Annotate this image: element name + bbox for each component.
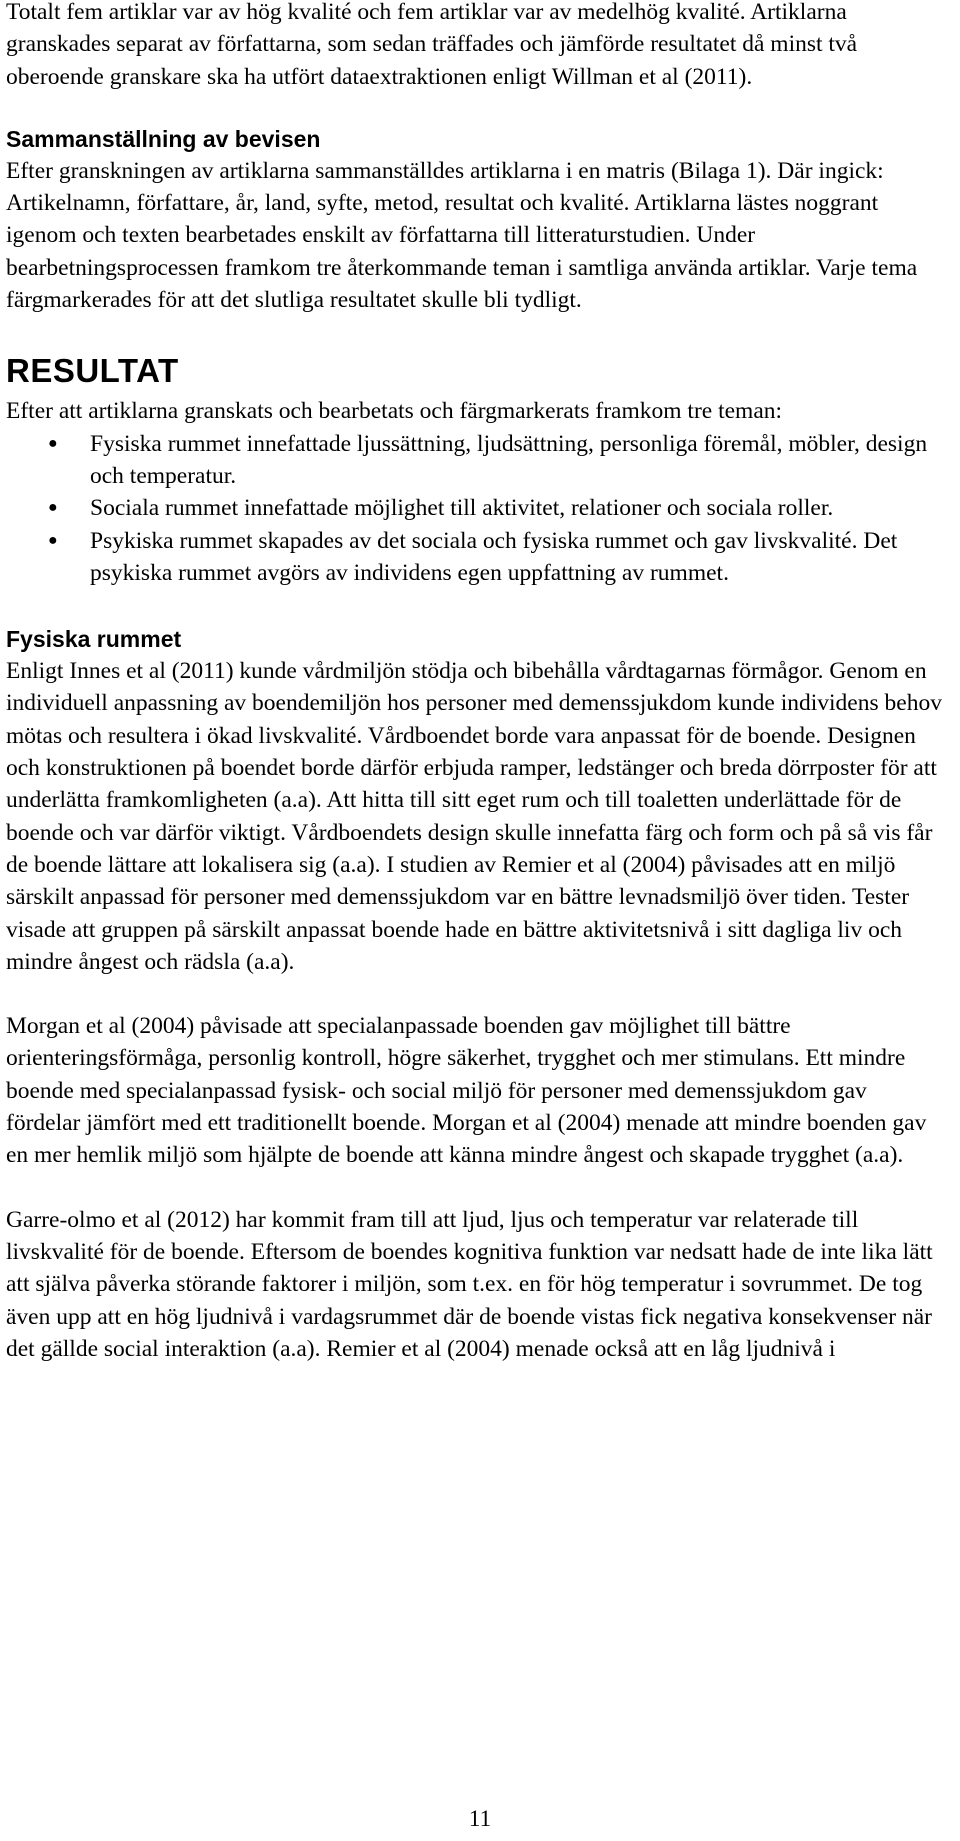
bullet-icon: ● — [48, 434, 58, 452]
bullet-icon: ● — [48, 531, 58, 549]
theme-text: Psykiska rummet skapades av det sociala och fysiska rummet och gav livskvalité. Det psykiska rummet avgörs av individens egen uppfattning av rummet. — [90, 527, 898, 586]
sammanstallning-paragraph: Efter granskningen av artiklarna sammanställdes artiklarna i en matris (Bilaga 1). Där ingick: Artikelnamn, författare, år, land, syfte, metod, resultat och kvalité. Artiklarna lästes noggrant igenom och texten bearbetades enskilt av författarna till litteraturstudien. Under bearbetningsprocessen framkom tre återkommande teman i samtliga använda artiklar. Varje tema färgmarkerades för att det slutliga resultatet skulle bli tydligt. — [6, 157, 918, 314]
bullet-icon: ● — [48, 499, 58, 517]
theme-text: Fysiska rummet innefattade ljussättning, ljudsättning, personliga föremål, möbler, design och temperatur. — [90, 430, 928, 489]
fysiska-paragraph-2: Morgan et al (2004) påvisade att specialanpassade boenden gav möjlighet till bättre orienteringsförmåga, personlig kontroll, högre säkerhet, trygghet och mer stimulans. Ett mindre boende med specialanpassad fysisk- och social miljö för personer med demenssjukdom gav fördelar jämfört med ett traditionellt boende. Morgan et al (2004) menade att mindre boenden gav en mer hemlik miljö som hjälpte de boende att känna mindre ångest och skapade trygghet (a.a). — [6, 1013, 927, 1169]
resultat-intro-paragraph: Efter att artiklarna granskats och bearbetats och färgmarkerats framkom tre teman: — [6, 398, 783, 425]
fysiska-paragraph-3: Garre-olmo et al (2012) har kommit fram till att ljud, ljus och temperatur var relaterade till livskvalité för de boende. Eftersom de boendes kognitiva funktion var nedsatt hade de inte lika lätt att själva påverka störande faktorer i miljön, som t.ex. en för hög temperatur i sovrummet. De tog även upp att en hög ljudnivå i vardagsrummet där de boende vistas fick negativa konsekvenser när det gällde social interaktion (a.a). Remier et al (2004) menade också att en låg ljudnivå i — [6, 1206, 933, 1362]
theme-list — [6, 428, 946, 589]
section-heading-resultat: RESULTAT — [6, 352, 179, 390]
theme-text: Sociala rummet innefattade möjlighet till aktivitet, relationer och sociala roller. — [90, 495, 834, 522]
page-number: 11 — [468, 1806, 492, 1831]
theme-list-item-fysiska — [6, 428, 946, 493]
intro-paragraph: Totalt fem artiklar var av hög kvalité och fem artiklar var av medelhög kvalité. Artiklarna granskades separat av författarna, som sedan träffades och jämförde resultatet då minst två oberoende granskare ska ha utfört dataextraktionen enligt Willman et al (2011). — [6, 0, 858, 90]
document-page — [6, 0, 946, 1365]
section-heading-sammanstallning: Sammanställning av bevisen — [6, 125, 321, 152]
theme-list-item-sociala — [6, 492, 946, 524]
fysiska-paragraph-1: Enligt Innes et al (2011) kunde vårdmiljön stödja och bibehålla vårdtagarnas förmågor. Genom en individuell anpassning av boendemiljön hos personer med demenssjukdom kunde individens behov mötas och resultera i ökad livskvalité. Vårdboendet borde vara anpassat för de boende. Designen och konstruktionen på boendet borde därför erbjuda ramper, ledstänger och breda dörrposter för att underlätta framkomligheten (a.a). Att hitta till sitt eget rum och till toaletten underlättade för de boende och var därför viktigt. Vårdboendets design skulle innefatta färg och form och på så vis får de boende lättare att lokalisera sig (a.a). I studien av Remier et al (2004) påvisades att en miljö särskilt anpassad för personer med demenssjukdom var en bättre levnadsmiljö över tiden. Tester visade att gruppen på särskilt anpassat boende hade en bättre aktivitetsnivå i sitt dagliga liv och mindre ångest och rädsla (a.a). — [6, 658, 942, 975]
theme-list-item-psykiska — [6, 525, 946, 590]
section-heading-fysiska-rummet: Fysiska rummet — [6, 626, 182, 653]
